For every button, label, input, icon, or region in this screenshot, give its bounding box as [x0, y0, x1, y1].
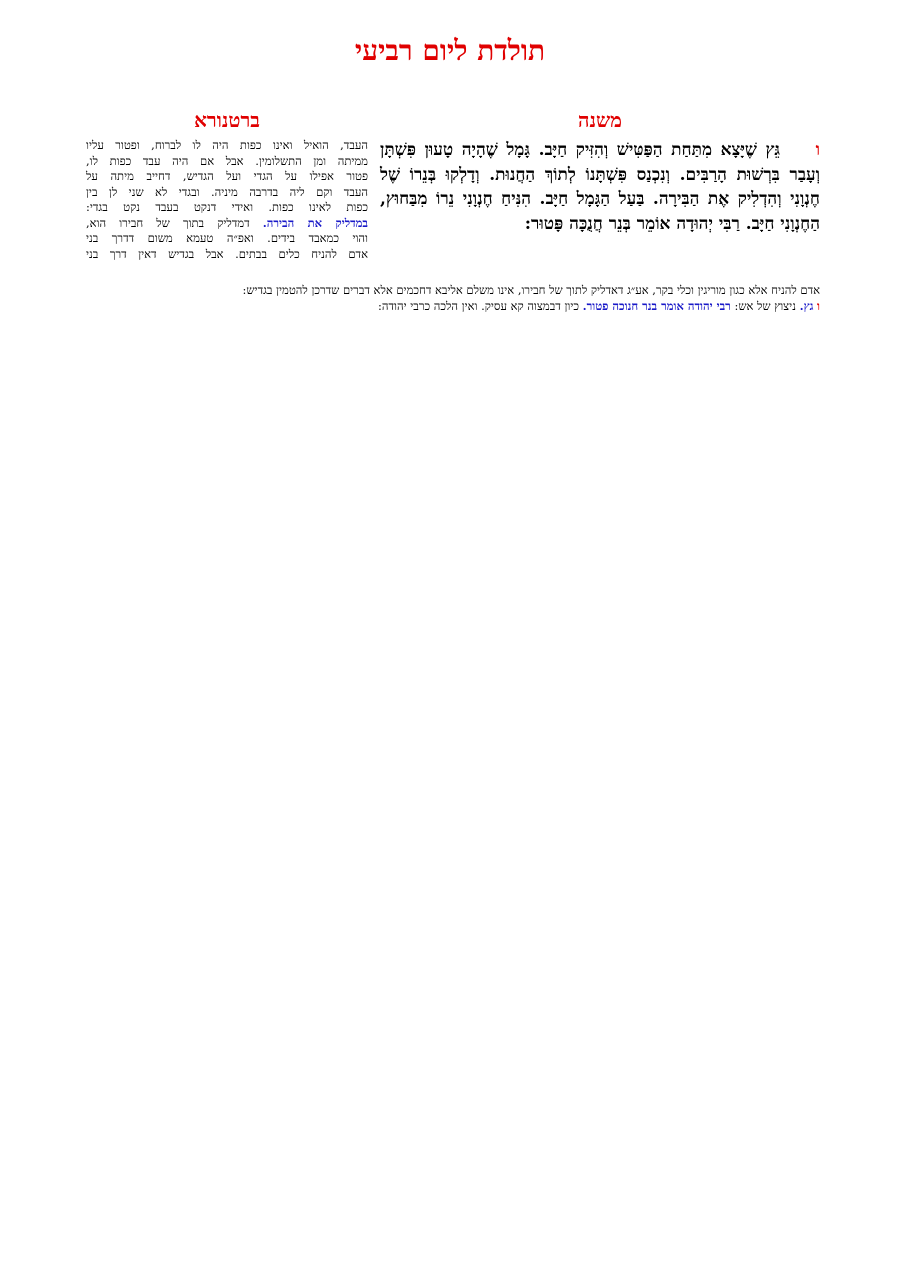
bartenura-line: העבד, הואיל ואינו כפות היה לו לברוח, ופטור עליו [86, 138, 368, 152]
bartenura-heading: ברטנורא [194, 108, 260, 132]
mishna-text: גֵּץ שֶׁיָּצָא מִתַּחַת הַפַּטִּישׁ וְהִזִּיק חַיָּב. גָּמָל שֶׁהָיָה טָעוּן פִּשְׁתָּן וְעָבַר בִּרְשׁוּת הָרַבִּים. וְנִכְנַס פִּשְׁתָּנוֹ לְתוֹךְ הַחֲנוּת. וְדָלְקוּ בְּנֵרוֹ שֶׁל חֶנְוָנִי וְהִדְלִיק אֶת הַבִּירָה. בַּעַל הַגָּמָל חַיָּב. הִנִּיחַ חֶנְוָנִי נֵרוֹ מִבַּחוּץ, הַחֶנְוָנִי חַיָּב. רַבִּי יְהוּדָה אוֹמֵר בְּנֵר חֲנֻכָּה פָּטוּר: [380, 140, 820, 234]
bartenura-dibbur-hamatchil: במדליק את הבירה. [262, 215, 368, 230]
bartenura-dibbur-hamatchil: רבי יהודה אומר בנר חנוכה פטור. [582, 298, 731, 313]
mishna-heading: משנה [577, 108, 623, 132]
bartenura-line: העבד וקם ליה בדרבה מיניה. ובגדי לא שני לן בין [86, 184, 368, 199]
bartenura-mishna-marker: ו [817, 298, 820, 313]
bartenura-line: והוי כמאבד בידים. ואפ״ה טעמא משום דדרך בני [86, 231, 368, 245]
bartenura-line-text: דמדליק בתוך של חבירו הוא, [86, 215, 263, 230]
bartenura-commentary-column [86, 138, 368, 262]
bartenura-line: אדם להניח כלים בבתים. אבל בגדיש דאין דרך בני [86, 246, 368, 261]
mishna-text-block [380, 138, 820, 236]
mishna-number-marker: ו [815, 140, 820, 160]
bartenura-line: כפות לאינו כפות. ואידי דנקט בעבד נקט בגדי: [86, 200, 368, 214]
page-title: תולדת ליום רביעי [354, 34, 546, 67]
bartenura-line-text: ניצוץ של אש: [730, 298, 800, 313]
bartenura-line [86, 299, 820, 315]
bartenura-line: פטור אפילו על הגדי ועל הגדיש, דחייב מיתה על [86, 169, 368, 183]
bartenura-line-text: כיון דבמצוה קא עסיק. ואין הלכה כרבי יהודה: [378, 298, 583, 313]
bartenura-dibbur-hamatchil: גץ. [799, 298, 814, 313]
bartenura-line: ממיתה ומן התשלומין. אבל אם היה עבד כפות לו, [86, 153, 368, 168]
bartenura-line [86, 216, 368, 232]
bartenura-line: אדם להניח אלא כגון מוריגין וכלי בקר, אע״ג דאדליק לתוך של חבירו, אינו משלם אליבא דחכמים אלא דברים שדרכן להטמין בגדיש: [242, 283, 820, 297]
bartenura-commentary-full-width [86, 283, 820, 314]
